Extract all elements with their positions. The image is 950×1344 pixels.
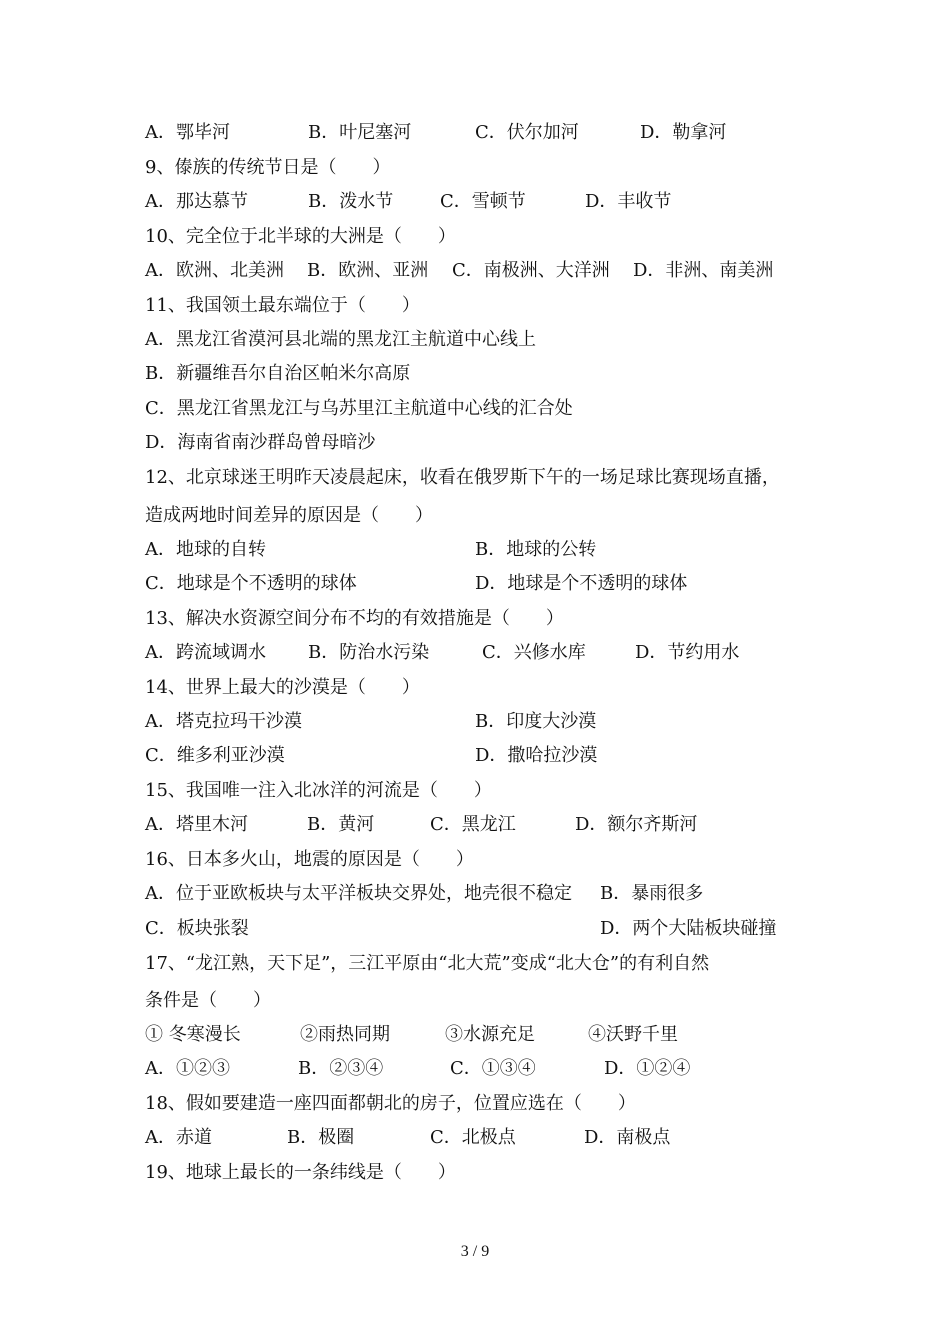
q8-option-a: A．鄂毕河 (145, 122, 230, 143)
q11-option-a: A．黑龙江省漠河县北端的黑龙江主航道中心线上 (145, 329, 536, 350)
q16-option-b: B．暴雨很多 (600, 883, 704, 904)
q12-stem-line1: 12、北京球迷王明昨天凌晨起床，收看在俄罗斯下午的一场足球比赛现场直播， (145, 467, 780, 488)
q9-option-d: D．丰收节 (585, 191, 672, 212)
q13-option-a: A．跨流域调水 (145, 642, 266, 663)
q10-option-b: B．欧洲、亚洲 (307, 260, 429, 281)
q11-option-c: C．黑龙江省黑龙江与乌苏里江主航道中心线的汇合处 (145, 398, 573, 419)
q16-option-d: D．两个大陆板块碰撞 (600, 918, 777, 939)
q16-option-a: A．位于亚欧板块与太平洋板块交界处，地壳很不稳定 (145, 883, 572, 904)
q10-stem: 10、完全位于北半球的大洲是（ ） (145, 226, 456, 247)
q17-option-a: A．①②③ (145, 1058, 230, 1079)
q18-option-b: B．极圈 (287, 1127, 355, 1148)
q11-stem: 11、我国领土最东端位于（ ） (145, 295, 420, 316)
q8-option-d: D．勒拿河 (640, 122, 727, 143)
q15-stem: 15、我国唯一注入北冰洋的河流是（ ） (145, 780, 492, 801)
q17-condition-3: ③水源充足 (445, 1024, 535, 1045)
q14-option-c: C．维多利亚沙漠 (145, 745, 285, 766)
q10-option-d: D．非洲、南美洲 (633, 260, 774, 281)
q8-option-b: B．叶尼塞河 (308, 122, 412, 143)
q18-stem: 18、假如要建造一座四面都朝北的房子，位置应选在（ ） (145, 1093, 636, 1114)
q14-option-a: A．塔克拉玛干沙漠 (145, 711, 302, 732)
q15-option-c: C．黑龙江 (430, 814, 516, 835)
q17-option-c: C．①③④ (450, 1058, 536, 1079)
q15-option-b: B．黄河 (307, 814, 375, 835)
q18-option-d: D．南极点 (584, 1127, 671, 1148)
q17-condition-1: ① 冬寒漫长 (145, 1024, 241, 1045)
q9-option-a: A．那达慕节 (145, 191, 248, 212)
q13-option-d: D．节约用水 (635, 642, 740, 663)
q18-option-a: A．赤道 (145, 1127, 212, 1148)
q14-option-b: B．印度大沙漠 (475, 711, 597, 732)
q9-option-c: C．雪顿节 (440, 191, 526, 212)
q17-stem-line2: 条件是（ ） (145, 990, 271, 1011)
q14-option-d: D．撒哈拉沙漠 (475, 745, 598, 766)
q10-option-a: A．欧洲、北美洲 (145, 260, 284, 281)
q13-option-b: B．防治水污染 (308, 642, 430, 663)
q9-stem: 9、傣族的传统节日是（ ） (145, 157, 391, 178)
q19-stem: 19、地球上最长的一条纬线是（ ） (145, 1162, 456, 1183)
page-number: 3 / 9 (460, 1243, 490, 1260)
q16-stem: 16、日本多火山，地震的原因是（ ） (145, 849, 474, 870)
q12-option-d: D．地球是个不透明的球体 (475, 573, 688, 594)
q17-stem-line1: 17、“龙江熟，天下足”，三江平原由“北大荒”变成“北大仓”的有利自然 (145, 953, 710, 974)
q13-stem: 13、解决水资源空间分布不均的有效措施是（ ） (145, 608, 564, 629)
q12-stem-line2: 造成两地时间差异的原因是（ ） (145, 505, 433, 526)
q12-option-a: A．地球的自转 (145, 539, 266, 560)
q17-condition-4: ④沃野千里 (588, 1024, 678, 1045)
q16-option-c: C．板块张裂 (145, 918, 249, 939)
q11-option-b: B．新疆维吾尔自治区帕米尔高原 (145, 363, 411, 384)
q17-option-b: B．②③④ (298, 1058, 384, 1079)
q17-condition-2: ②雨热同期 (300, 1024, 390, 1045)
q12-option-b: B．地球的公转 (475, 539, 597, 560)
q18-option-c: C．北极点 (430, 1127, 516, 1148)
q9-option-b: B．泼水节 (308, 191, 394, 212)
q15-option-a: A．塔里木河 (145, 814, 248, 835)
q8-option-c: C．伏尔加河 (475, 122, 579, 143)
q14-stem: 14、世界上最大的沙漠是（ ） (145, 677, 420, 698)
q10-option-c: C．南极洲、大洋洲 (452, 260, 610, 281)
q15-option-d: D．额尔齐斯河 (575, 814, 698, 835)
q13-option-c: C．兴修水库 (482, 642, 586, 663)
q17-option-d: D．①②④ (604, 1058, 691, 1079)
q11-option-d: D．海南省南沙群岛曾母暗沙 (145, 432, 376, 453)
q12-option-c: C．地球是个不透明的球体 (145, 573, 357, 594)
